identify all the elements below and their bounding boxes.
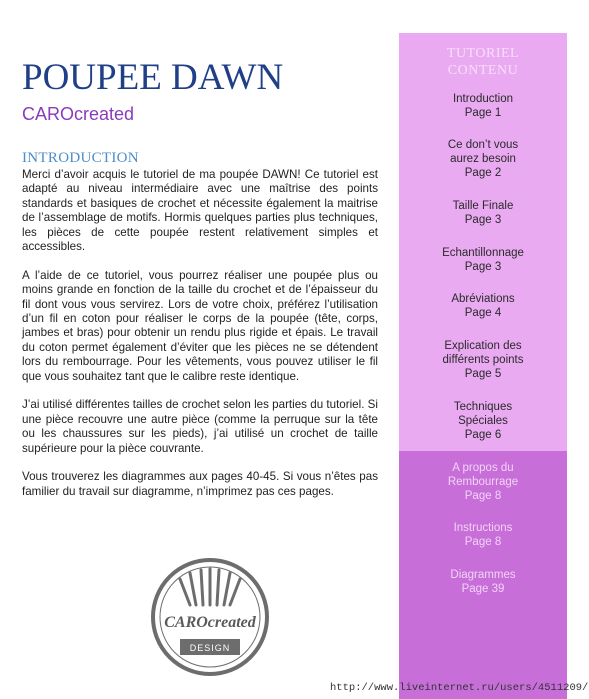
paragraph: Vous trouverez les diagrammes aux pages 40-45. Si vous n’êtes pas familier du travail sur diagramme, n’imprimez pas ces pages. <box>22 470 378 498</box>
toc-item-label: Introduction <box>452 93 514 105</box>
toc-item-stitches[interactable] <box>399 339 567 382</box>
toc-item-page: Page 3 <box>464 261 502 274</box>
toc-item-page: Page 8 <box>464 536 502 549</box>
toc-item-page: Page 8 <box>464 490 502 503</box>
toc-item-instructions[interactable] <box>399 521 567 549</box>
paragraph: J’ai utilisé différentes tailles de crochet selon les parties du tutoriel. Si une pièce recouvre une autre pièce (comme la perruque sur la tête ou les chaussures sur les pieds), j’ai utilisé un crochet de taille supérieure pour la pièce couvrante. <box>22 398 378 455</box>
toc-item-label: Ce don’t vous <box>447 139 519 151</box>
crochet-hooks-icon <box>180 569 240 605</box>
paragraph: Merci d’avoir acquis le tutoriel de ma poupée DAWN! Ce tutoriel est adapté au niveau intermédiaire avec une maîtrise des points standards et basiques de crochet et nécessite également la maitrise de l’assemblage de motifs. Hormis quelques parties plus techniques, les pièces de cette poupée restent relativement simples et accessibles. <box>22 168 378 254</box>
toc-item-abbreviations[interactable] <box>399 292 567 320</box>
toc-item-label: A propos du <box>452 462 514 474</box>
introduction-body <box>22 168 378 514</box>
toc-item-diagrams[interactable] <box>399 568 567 596</box>
toc-item-gauge[interactable] <box>399 246 567 274</box>
page-title: POUPEE DAWN <box>22 57 284 98</box>
toc-item-label: différents points <box>442 354 524 367</box>
toc-item-label: Echantillonnage <box>442 247 524 259</box>
logo-text: CAROcreated <box>164 614 256 631</box>
toc-item-label: Abréviations <box>451 293 515 305</box>
toc-item-label: Techniques <box>453 401 513 413</box>
toc-item-materials[interactable] <box>399 138 567 181</box>
section-heading-introduction: INTRODUCTION <box>22 150 139 166</box>
carocreated-logo <box>150 557 270 677</box>
toc-item-page: Page 3 <box>464 214 502 227</box>
toc-item-page: Page 4 <box>464 307 502 320</box>
toc-item-label: Taille Finale <box>452 200 514 212</box>
brand-name: CAROcreated <box>22 104 135 124</box>
toc-heading-line: CONTENU <box>447 63 519 78</box>
toc-item-final-size[interactable] <box>399 199 567 227</box>
toc-item-page: Page 2 <box>464 167 502 180</box>
toc-item-stuffing[interactable] <box>399 461 567 504</box>
toc-item-introduction[interactable] <box>399 92 567 120</box>
toc-item-page: Page 1 <box>464 107 502 120</box>
toc-item-label: Spéciales <box>458 415 508 428</box>
toc-item-label: Instructions <box>453 522 513 534</box>
toc-item-page: Page 39 <box>461 583 505 596</box>
toc-item-label: Rembourrage <box>447 476 519 489</box>
source-url: http://www.liveinternet.ru/users/4511209/ <box>330 682 589 694</box>
table-of-contents-panel <box>399 33 567 699</box>
toc-item-page: Page 5 <box>464 368 502 381</box>
toc-item-label: aurez besoin <box>450 153 516 166</box>
toc-item-label: Explication des <box>444 340 522 352</box>
toc-heading-line: TUTORIEL <box>446 46 520 61</box>
paragraph: A l’aide de ce tutoriel, vous pourrez réaliser une poupée plus ou moins grande en fonction de la taille du crochet et de l’épaisseur du fil dont vous vous servirez. Lors de votre choix, préférez l’utilisation d’un fil en coton pour réaliser le corps de la poupée (tête, corps, jambes et bras) pour obtenir un rendu plus rigide et épais. Le travail du coton permet également d’éviter que les pièces ne se détendent lors du rembourrage. Pour les vêtements, vous pouvez utiliser le fil que vous souhaitez tant que le calibre reste identique. <box>22 268 378 383</box>
toc-heading <box>399 45 567 79</box>
toc-item-label: Diagrammes <box>450 569 516 581</box>
toc-item-special-techniques[interactable] <box>399 400 567 443</box>
logo-subtext: DESIGN <box>189 643 231 653</box>
toc-item-page: Page 6 <box>464 429 502 442</box>
